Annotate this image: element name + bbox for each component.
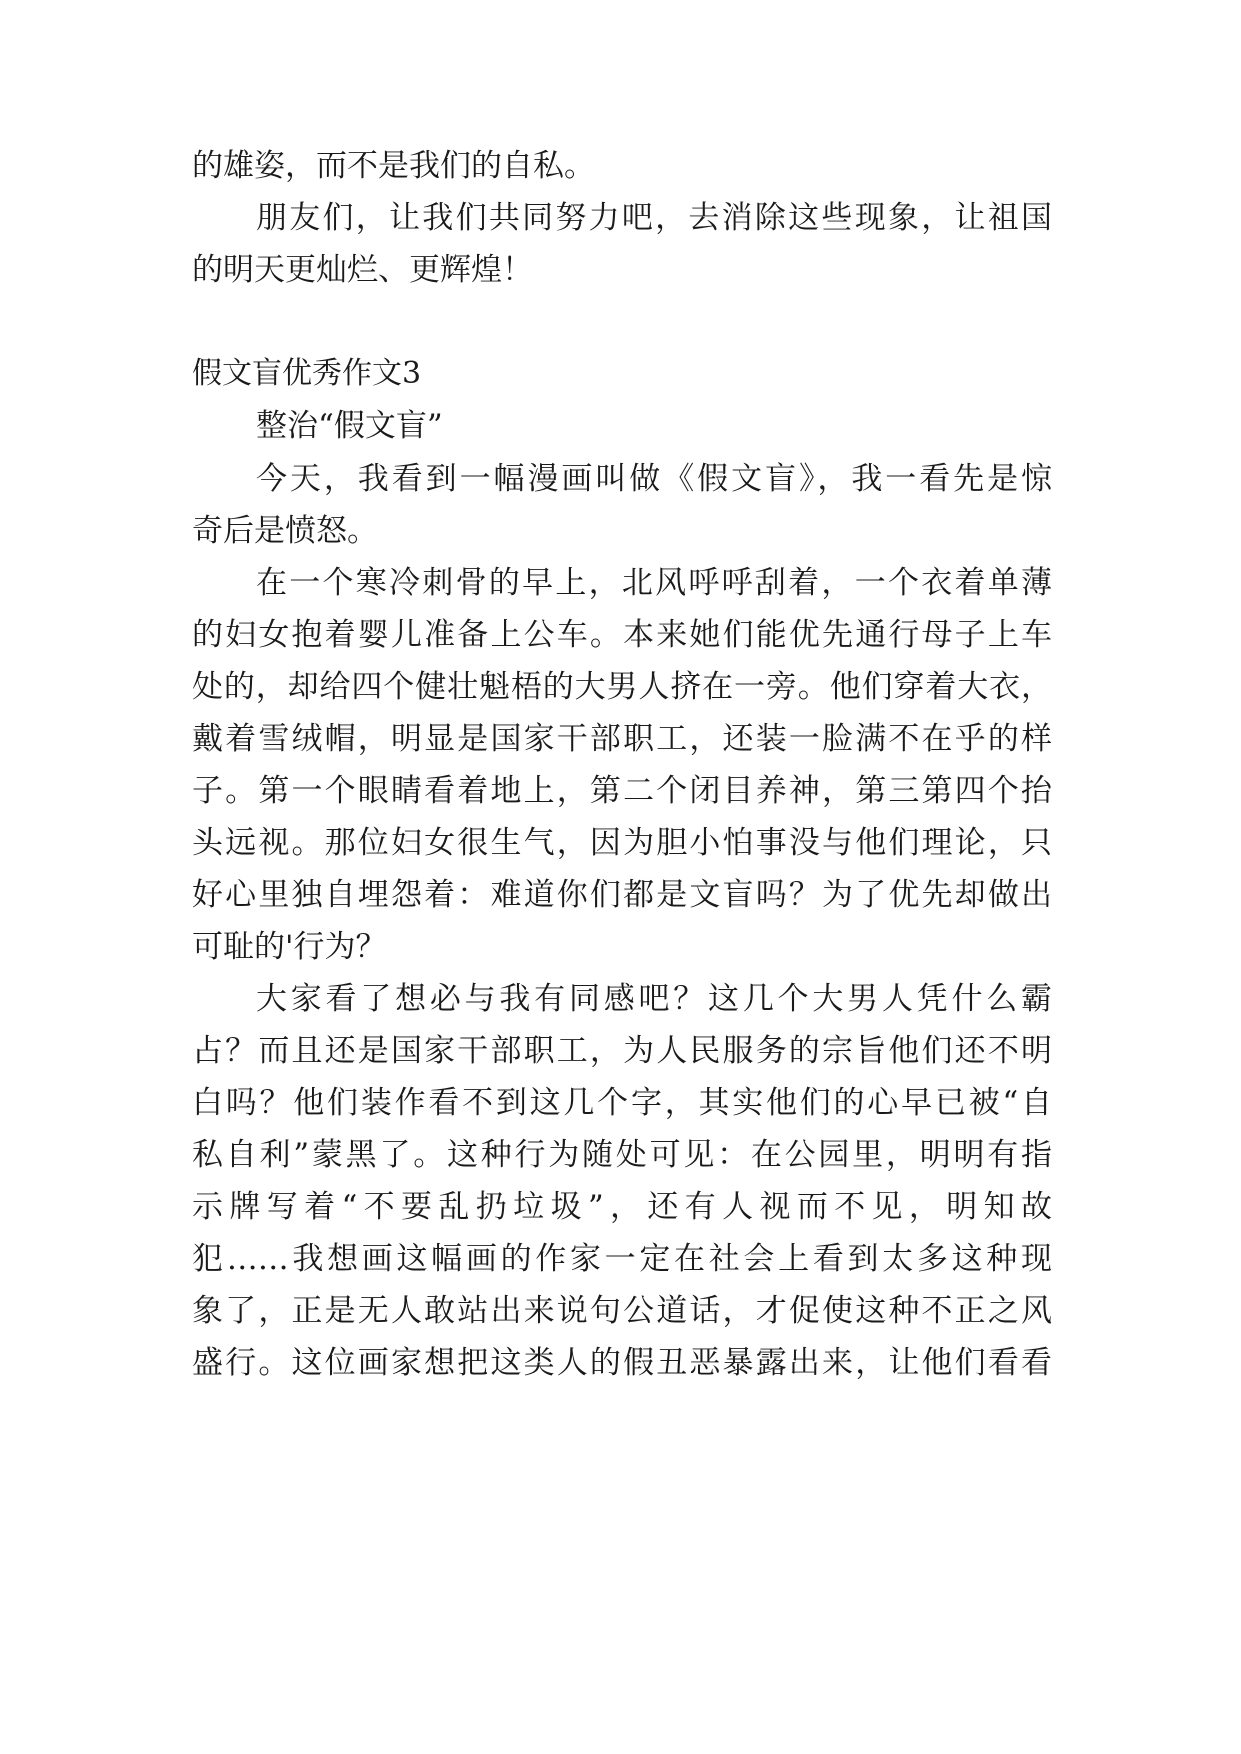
paragraph-line: 犯……我想画这幅画的作家一定在社会上看到太多这种现: [192, 1241, 1052, 1277]
paragraph-line: 盛行。这位画家想把这类人的假丑恶暴露出来，让他们看看: [192, 1345, 1052, 1381]
paragraph-line: 私自利”蒙黑了。这种行为随处可见：在公园里，明明有指: [192, 1137, 1052, 1173]
paragraph-line: 的妇女抱着婴儿准备上公车。本来她们能优先通行母子上车: [192, 617, 1052, 653]
paragraph-line: 子。第一个眼睛看着地上，第二个闭目养神，第三第四个抬: [192, 773, 1052, 809]
paragraph-line: 戴着雪绒帽，明显是国家干部职工，还装一脸满不在乎的样: [192, 721, 1052, 757]
paragraph-line: 白吗？他们装作看不到这几个字，其实他们的心早已被“自: [192, 1085, 1052, 1121]
paragraph-line: 大家看了想必与我有同感吧？这几个大男人凭什么霸: [256, 981, 1052, 1017]
paragraph-line: 头远视。那位妇女很生气，因为胆小怕事没与他们理论，只: [192, 825, 1052, 861]
paragraph-line: 奇后是愤怒。: [192, 513, 378, 549]
paragraph-continuation: 的雄姿，而不是我们的自私。: [192, 148, 595, 184]
paragraph-line: 朋友们，让我们共同努力吧，去消除这些现象，让祖国: [256, 200, 1052, 236]
paragraph-line: 的明天更灿烂、更辉煌！: [192, 252, 533, 288]
essay-title: 整治“假文盲”: [256, 408, 443, 444]
paragraph-line: 处的，却给四个健壮魁梧的大男人挤在一旁。他们穿着大衣，: [192, 669, 1052, 705]
paragraph-line: 在一个寒冷刺骨的早上，北风呼呼刮着，一个衣着单薄: [256, 565, 1052, 601]
paragraph-line: 示牌写着“不要乱扔垃圾”，还有人视而不见，明知故: [192, 1189, 1052, 1225]
paragraph-line: 可耻的'行为？: [192, 929, 387, 965]
paragraph-line: 占？而且还是国家干部职工，为人民服务的宗旨他们还不明: [192, 1033, 1052, 1069]
paragraph-line: 好心里独自埋怨着：难道你们都是文盲吗？为了优先却做出: [192, 877, 1052, 913]
paragraph-line: 象了，正是无人敢站出来说句公道话，才促使这种不正之风: [192, 1293, 1052, 1329]
paragraph-line: 今天，我看到一幅漫画叫做《假文盲》，我一看先是惊: [256, 461, 1052, 497]
section-title: 假文盲优秀作文3: [192, 356, 422, 391]
